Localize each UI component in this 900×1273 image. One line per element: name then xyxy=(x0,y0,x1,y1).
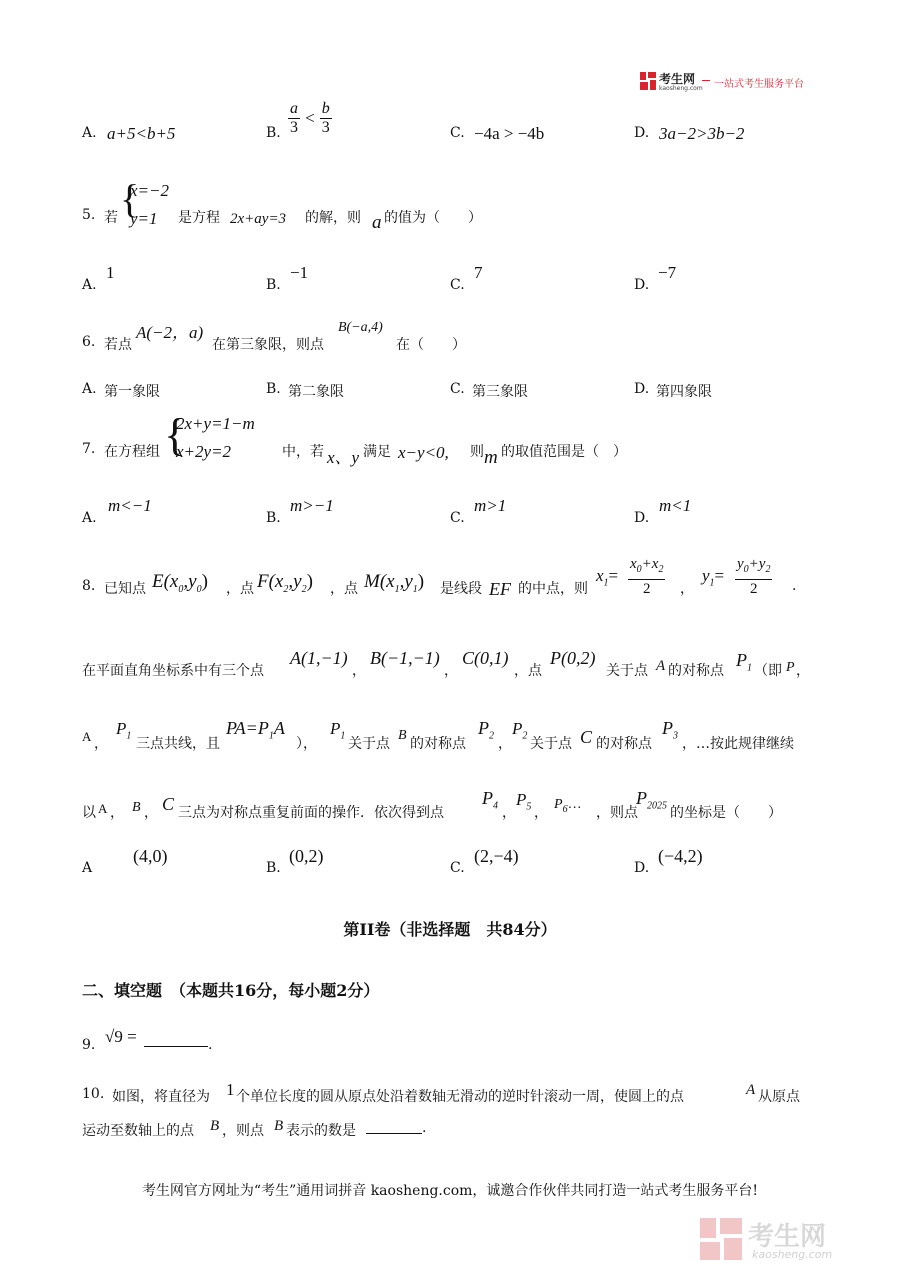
q10-one: 1 xyxy=(226,1080,235,1099)
q7-option-c-value: m>1 xyxy=(474,496,507,515)
q8-line4-b: B xyxy=(132,800,141,815)
q5-option-d-label: D. xyxy=(634,277,650,293)
q6-option-c-label: C. xyxy=(450,381,465,397)
q5-option-c-label: C. xyxy=(450,277,465,293)
q8-number: 8. xyxy=(82,578,96,594)
q9-end: . xyxy=(208,1037,213,1053)
q8-sep-6: ， xyxy=(534,805,548,821)
q8-option-d-label: D. xyxy=(634,860,650,876)
q4-option-a-label: A. xyxy=(82,125,97,141)
q8-option-b-value: (0,2) xyxy=(289,846,324,866)
q8-line3d: ）， xyxy=(296,736,317,752)
q5-option-b-label: B. xyxy=(266,277,281,293)
q8-segment-ef: EF xyxy=(489,579,511,599)
q8-comma-3: ， xyxy=(680,581,694,597)
q9-expr: √9 = xyxy=(105,1027,137,1046)
q8-line3c: 三点共线，且 xyxy=(136,736,220,752)
q8-p2025: $P_{2025}$ xyxy=(636,788,667,812)
q8-line3j: ，…按此规律继续 xyxy=(682,736,794,752)
q8-a-ref: A xyxy=(656,658,666,674)
q6-option-d-value: 第四象限 xyxy=(656,384,712,400)
q5-brace: { xyxy=(120,176,140,221)
q4-option-a-value: a+5<b+5 xyxy=(107,124,176,143)
q10-line1a: 如图，将直径为 xyxy=(112,1089,210,1105)
q8-line2b: ，点 xyxy=(514,663,542,679)
q7-var: m xyxy=(484,447,498,468)
q7-option-d-value: m<1 xyxy=(659,496,692,515)
q6-option-b-label: B. xyxy=(266,381,281,397)
q8-sep-5: ， xyxy=(502,805,516,821)
q8-line3-comma: ， xyxy=(94,736,108,752)
q5-number: 5. xyxy=(82,207,96,223)
q4-option-c-label: C. xyxy=(450,125,465,141)
q5-equation: 2x+ay=3 xyxy=(230,211,287,227)
q4-option-b-value: $\frac{a}{3}$ < $\frac{b}{3}$ xyxy=(290,100,330,136)
q8-line4-c: C xyxy=(162,794,175,814)
q6-point-a: A(−2，a) xyxy=(136,323,204,342)
q8-option-b-label: B. xyxy=(266,860,281,876)
q5-post2: 的值为（ ） xyxy=(384,210,482,226)
q10-line2a: 运动至数轴上的点 xyxy=(82,1123,194,1139)
q5-option-d-value: −7 xyxy=(658,263,677,282)
q10-b-ref: B xyxy=(210,1118,220,1134)
q7-post: 的取值范围是（ ） xyxy=(501,444,627,460)
q8-sep-1: ， xyxy=(352,663,366,679)
q4-option-d-label: D. xyxy=(634,125,650,141)
q6-option-b-value: 第二象限 xyxy=(288,384,344,400)
q10-line2c: 表示的数是 xyxy=(286,1123,356,1139)
q4-option-d-value: 3a−2>3b−2 xyxy=(659,124,745,143)
q6-option-a-label: A. xyxy=(82,381,97,397)
q8-x-fraction: $\frac{x_0+x_2}{2}$ xyxy=(630,556,664,597)
q5-option-a-label: A. xyxy=(82,277,97,293)
q6-post: 在（ ） xyxy=(396,337,466,353)
q5-sys-line2: y=1 xyxy=(130,209,158,228)
section-2-part: 二、填空题 （本题共16分，每小题2分） xyxy=(82,981,380,1000)
q8-p2: $P_2$ xyxy=(478,718,494,742)
q8-y-fraction: $\frac{y_0+y_2}{2}$ xyxy=(737,556,771,597)
q8-line4d: ，则点 xyxy=(596,805,638,821)
q10-line2b: ，则点 xyxy=(222,1123,264,1139)
watermark-logo-icon xyxy=(700,1218,742,1260)
q7-mid3: 则 xyxy=(470,444,484,460)
q8-line3f: 的对称点 xyxy=(410,736,466,752)
q10-line1c: 从原点 xyxy=(758,1089,800,1105)
q8-p3: $P_3$ xyxy=(662,718,678,742)
q8-line2c: 关于点 xyxy=(606,663,648,679)
q8-line4e: 的坐标是（ ） xyxy=(670,805,782,821)
q8-line4a: 以 xyxy=(82,805,96,821)
q7-mid2: 满足 xyxy=(363,444,391,460)
q8-line4b: ， xyxy=(110,805,124,821)
q8-option-a-value: (4,0) xyxy=(133,846,168,866)
q7-number: 7. xyxy=(82,441,96,457)
q8-sep-3: ， xyxy=(796,663,810,679)
q10-a-ref: A xyxy=(746,1082,756,1098)
q5-post1: 的解，则 xyxy=(305,210,361,226)
q6-number: 6. xyxy=(82,334,96,350)
q8-p2b: $P_2$ xyxy=(512,719,528,742)
q7-vars: x、y xyxy=(327,448,360,467)
q8-line3-p1: $P_1$ xyxy=(116,719,132,742)
q8-mid: 是线段 xyxy=(440,581,482,597)
q6-pre: 若点 xyxy=(104,337,132,353)
q6-point-b: B(−a,4) xyxy=(338,320,383,335)
q6-option-d-label: D. xyxy=(634,381,650,397)
q8-option-a-label: A xyxy=(82,860,93,876)
q8-line3e: 关于点 xyxy=(348,736,390,752)
q8-sep-4: ， xyxy=(144,805,158,821)
q8-point-m: $M(x_1,y_1)$ xyxy=(364,571,425,595)
q8-option-d-value: (−4,2) xyxy=(658,846,703,866)
watermark-url: kaosheng.com xyxy=(752,1248,833,1261)
q8-line4c: 三点为对称点重复前面的操作．依次得到点 xyxy=(178,805,444,821)
q8-point-f: $F(x_2,y_2)$ xyxy=(257,571,313,595)
q10-end: . xyxy=(422,1120,427,1136)
q8-line2d: 的对称点 xyxy=(668,663,724,679)
q8-comma-1: ，点 xyxy=(226,581,254,597)
q8-line3g: ， xyxy=(498,736,512,752)
q5-option-c-value: 7 xyxy=(474,263,483,282)
q10-line1b: 个单位长度的圆从原点处沿着数轴无滑动的逆时针滚动一周，使圆上的点 xyxy=(236,1089,684,1105)
q8-pa-eq: $PA=P_1A$ xyxy=(226,718,285,742)
q8-c-ref: C xyxy=(580,727,593,747)
q8-line2e: （即 xyxy=(754,663,782,679)
q7-pre: 在方程组 xyxy=(104,444,160,460)
q8-p6: $P_6\dots$ xyxy=(554,797,582,815)
q8-y1: $y_1=$ xyxy=(702,566,725,589)
watermark xyxy=(700,1216,860,1262)
footer-text: 考生网官方网址为“考生”通用词拼音 kaosheng.com，诚邀合作伙伴共同打造一站式考生服务平台! xyxy=(141,1183,759,1199)
q7-option-c-label: C. xyxy=(450,510,465,526)
q8-point-b: B(−1,−1) xyxy=(370,648,440,668)
q8-line3h: 关于点 xyxy=(530,736,572,752)
q8-sep-2: ， xyxy=(444,663,458,679)
q8-x1: $x_1=$ xyxy=(596,566,619,589)
q8-line2-text: 在平面直角坐标系中有三个点 xyxy=(82,663,264,679)
q8-p1: $P_1$ xyxy=(736,650,752,674)
q8-line4-a: A xyxy=(98,801,108,816)
q5-option-a-value: 1 xyxy=(106,263,115,282)
q9-number: 9. xyxy=(82,1037,96,1053)
q5-var: a xyxy=(372,212,382,233)
q8-line3-p1b: $P_1$ xyxy=(330,719,346,742)
q8-point-a: A(1,−1) xyxy=(290,648,348,668)
q10-number: 10. xyxy=(82,1086,105,1102)
q8-b-ref: B xyxy=(398,728,407,743)
q8-line3-a: A xyxy=(82,729,92,744)
q7-option-a-value: m<−1 xyxy=(108,496,152,515)
q9-answer-blank[interactable] xyxy=(144,1046,208,1047)
watermark-brand: 考生网 xyxy=(748,1222,827,1252)
q7-sys-line1: 2x+y=1−m xyxy=(176,414,255,433)
q8-option-c-value: (2,−4) xyxy=(474,846,519,866)
q6-option-a-value: 第一象限 xyxy=(104,384,160,400)
q8-p-ref: P xyxy=(786,660,795,675)
logo-text: 考生网 xyxy=(659,72,696,86)
q8-point-e: $E(x_0,y_0)$ xyxy=(152,571,208,595)
q10-b-ref-2: B xyxy=(274,1118,284,1134)
q5-mid: 是方程 xyxy=(178,210,220,226)
q7-brace: { xyxy=(164,409,187,460)
q8-p4: $P_4$ xyxy=(482,788,498,812)
q8-post: 的中点，则 xyxy=(518,581,588,597)
q7-option-b-value: m>−1 xyxy=(290,496,334,515)
q5-pre: 若 xyxy=(104,210,118,226)
logo-icon xyxy=(640,72,656,90)
q8-period: . xyxy=(792,578,797,594)
logo-slogan: 一站式考生服务平台 xyxy=(714,79,804,90)
q10-answer-blank[interactable] xyxy=(366,1133,422,1134)
q8-line3i: 的对称点 xyxy=(596,736,652,752)
q6-mid: 在第三象限，则点 xyxy=(212,337,324,353)
q6-option-c-value: 第三象限 xyxy=(472,384,528,400)
q7-option-b-label: B. xyxy=(266,510,281,526)
q7-option-d-label: D. xyxy=(634,510,650,526)
q8-p5: $P_5$ xyxy=(516,790,532,813)
q5-sys-line1: x=−2 xyxy=(130,181,169,200)
q7-option-a-label: A. xyxy=(82,510,97,526)
q8-option-c-label: C. xyxy=(450,860,465,876)
q4-option-c-value: −4a > −4b xyxy=(474,124,545,143)
q8-point-p: P(0,2) xyxy=(550,648,596,668)
q7-condition: x−y<0, xyxy=(398,443,449,462)
logo-sub: kaosheng.com xyxy=(659,85,703,92)
q4-option-b-label: B. xyxy=(266,125,281,141)
logo-divider xyxy=(702,80,710,81)
q7-sys-line2: x+2y=2 xyxy=(176,442,232,461)
q5-option-b-value: −1 xyxy=(290,263,309,282)
q7-mid: 中，若 xyxy=(282,444,324,460)
q8-line1-pre: 已知点 xyxy=(104,581,146,597)
section-2-title: 第II卷（非选择题 共84分） xyxy=(343,920,557,939)
q8-point-c: C(0,1) xyxy=(462,648,509,668)
q8-comma-2: ，点 xyxy=(330,581,358,597)
